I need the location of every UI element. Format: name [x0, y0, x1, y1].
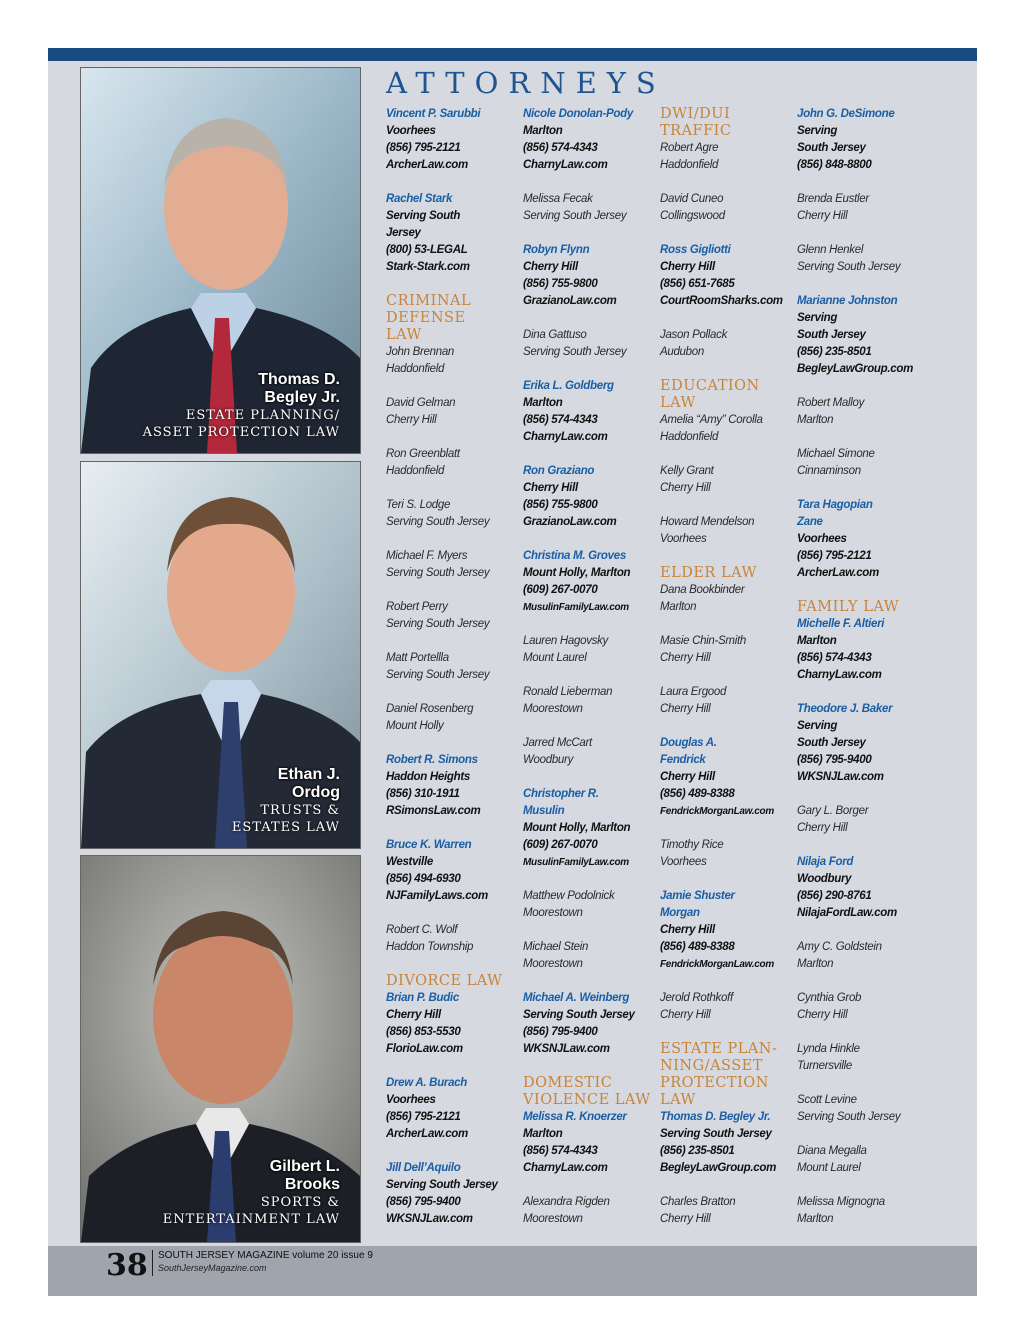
spacer [797, 1024, 929, 1041]
listing-line: Collingswood [660, 210, 725, 222]
category-heading: ESTATE PLAN- [660, 1041, 778, 1057]
category-heading: ELDER LAW [660, 565, 757, 581]
contact-line: Serving South Jersey [386, 1179, 498, 1191]
listing-line: Charles Bratton [660, 1196, 736, 1208]
photo-practice-area: SPORTS & ENTERTAINMENT LAW [162, 1195, 340, 1227]
contact-line: Jersey [386, 227, 421, 239]
listing-line: Serving South Jersey [523, 210, 627, 222]
contact-line: South Jersey [797, 737, 866, 749]
listing-line: Diana Megalla [797, 1145, 867, 1157]
contact-line: (856) 795-9400 [386, 1196, 461, 1208]
contact-line: CharnyLaw.com [797, 669, 882, 681]
category-heading: EDUCATION [660, 378, 760, 394]
contact-line: WKSNJLaw.com [797, 771, 884, 783]
spacer [523, 1177, 655, 1194]
listing-line: Haddonfield [386, 465, 445, 477]
spacer [660, 497, 792, 514]
category-heading: DIVORCE LAW [386, 973, 503, 989]
contact-line: (856) 795-9400 [797, 754, 872, 766]
listing-line: Masie Chin-Smith [660, 635, 746, 647]
section-title: ATTORNEYS [386, 66, 666, 100]
spacer [797, 174, 929, 191]
attorney-name: Jamie Shuster [660, 890, 735, 902]
contact-line: (609) 267-0070 [523, 584, 598, 596]
page-number: 38 [106, 1248, 148, 1283]
spacer [660, 820, 792, 837]
contact-line: (856) 795-2121 [386, 1111, 461, 1123]
top-color-bar [48, 48, 977, 61]
contact-line: Marlton [797, 635, 837, 647]
spacer [660, 616, 792, 633]
spacer [386, 633, 518, 650]
footer-publication: SOUTH JERSEY MAGAZINE volume 20 issue 9 [158, 1250, 373, 1261]
listing-line: Serving South Jersey [386, 669, 490, 681]
listing-line: Jerold Rothkoff [660, 992, 733, 1004]
spacer [660, 310, 792, 327]
attorney-name: Morgan [660, 907, 700, 919]
photo-thomas-begley [80, 67, 361, 454]
photo-person-name: Gilbert L. Brooks [269, 1158, 340, 1193]
contact-line: Marlton [523, 397, 563, 409]
contact-line: ArcherLaw.com [386, 159, 468, 171]
listing-line: Teri S. Lodge [386, 499, 451, 511]
contact-line: (856) 848-8800 [797, 159, 872, 171]
listing-line: Glenn Henkel [797, 244, 864, 256]
contact-line: Mount Holly, Marlton [523, 567, 631, 579]
listing-line: Marlton [797, 1213, 834, 1225]
contact-line: (856) 853-5530 [386, 1026, 461, 1038]
listing-line: Matthew Podolnick [523, 890, 615, 902]
spacer [386, 276, 518, 293]
contact-line: Marlton [523, 1128, 563, 1140]
contact-line: Serving South Jersey [660, 1128, 772, 1140]
listing-line: Mount Holly [386, 720, 444, 732]
listing-line: Moorestown [523, 907, 583, 919]
footer-divider [152, 1250, 153, 1276]
contact-line: Marlton [523, 125, 563, 137]
contact-line: (856) 235-8501 [660, 1145, 735, 1157]
attorney-name: Jill Dell’Aquilo [386, 1162, 461, 1174]
photo-ethan-ordog [80, 461, 361, 849]
listing-line: Moorestown [523, 1213, 583, 1225]
listing-line: Michael Simone [797, 448, 875, 460]
spacer [797, 1075, 929, 1092]
listing-line: Marlton [797, 414, 834, 426]
contact-line: (856) 755-9800 [523, 499, 598, 511]
listing-line: Moorestown [523, 958, 583, 970]
listing-line: Moorestown [523, 703, 583, 715]
attorney-name: Melissa R. Knoerzer [523, 1111, 627, 1123]
spacer [660, 446, 792, 463]
attorney-name: Michael A. Weinberg [523, 992, 630, 1004]
contact-line: (856) 795-2121 [386, 142, 461, 154]
photo-person-name: Thomas D. Begley Jr. [258, 371, 340, 406]
listing-line: Lynda Hinkle [797, 1043, 860, 1055]
contact-line: Cherry Hill [523, 482, 578, 494]
footer-website: SouthJerseyMagazine.com [158, 1263, 267, 1273]
contact-line: Cherry Hill [660, 261, 715, 273]
spacer [386, 1143, 518, 1160]
contact-line: (856) 795-2121 [797, 550, 872, 562]
spacer [386, 905, 518, 922]
listing-line: Robert Perry [386, 601, 448, 613]
contact-line: (856) 651-7685 [660, 278, 735, 290]
listing-line: Haddonfield [386, 363, 445, 375]
spacer [523, 174, 655, 191]
contact-line: (800) 53-LEGAL [386, 244, 468, 256]
listing-line: Alexandra Rigden [523, 1196, 610, 1208]
contact-line: BegleyLawGroup.com [660, 1162, 777, 1174]
category-heading: FAMILY LAW [797, 599, 900, 615]
listing-line: Serving South Jersey [386, 567, 490, 579]
attorney-name: Fendrick [660, 754, 706, 766]
listing-line: Michael Stein [523, 941, 589, 953]
photo-caption [163, 1158, 340, 1228]
listing-line: Serving South Jersey [797, 1111, 901, 1123]
contact-line: Cherry Hill [660, 924, 715, 936]
spacer [386, 429, 518, 446]
spacer [386, 582, 518, 599]
attorney-name: Michelle F. Altieri [797, 618, 885, 630]
listing-line: Cherry Hill [660, 482, 711, 494]
spacer [523, 616, 655, 633]
attorney-name: Vincent P. Sarubbi [386, 108, 481, 120]
listing-line: Cherry Hill [797, 822, 848, 834]
contact-line: Stark-Stark.com [386, 261, 470, 273]
contact-line: NJFamilyLaws.com [386, 890, 488, 902]
listing-line: Cherry Hill [797, 210, 848, 222]
spacer [797, 276, 929, 293]
listing-line: Cherry Hill [660, 1213, 711, 1225]
attorney-name: Bruce K. Warren [386, 839, 472, 851]
listing-line: Robert Malloy [797, 397, 865, 409]
spacer [523, 446, 655, 463]
attorney-name: Nicole Donolan-Pody [523, 108, 633, 120]
contact-line: Voorhees [386, 125, 436, 137]
listing-line: Cherry Hill [797, 1009, 848, 1021]
listing-column-2 [523, 106, 655, 1228]
attorney-name: Ron Graziano [523, 465, 595, 477]
listing-column-3 [660, 106, 792, 1228]
attorney-name: Musulin [523, 805, 565, 817]
spacer [523, 667, 655, 684]
category-heading: CRIMINAL [386, 293, 472, 309]
contact-line: Westville [386, 856, 433, 868]
spacer [660, 361, 792, 378]
listing-line: Scott Levine [797, 1094, 857, 1106]
contact-line: (856) 755-9800 [523, 278, 598, 290]
spacer [660, 973, 792, 990]
listing-line: Turnersville [797, 1060, 852, 1072]
listing-line: Dana Bookbinder [660, 584, 745, 596]
contact-line: Serving [797, 125, 838, 137]
listing-line: Howard Mendelson [660, 516, 755, 528]
category-heading: NING/ASSET [660, 1058, 763, 1074]
category-heading: VIOLENCE LAW [523, 1092, 651, 1108]
attorney-name: Marianne Johnston [797, 295, 898, 307]
attorney-name: Robert R. Simons [386, 754, 478, 766]
spacer [523, 1058, 655, 1075]
contact-line: (856) 290-8761 [797, 890, 872, 902]
contact-line: MusulinFamilyLaw.com [523, 857, 629, 868]
category-heading: PROTECTION [660, 1075, 769, 1091]
contact-line: GrazianoLaw.com [523, 295, 617, 307]
attorney-name: Erika L. Goldberg [523, 380, 614, 392]
listing-line: Laura Ergood [660, 686, 727, 698]
contact-line: (856) 574-4343 [523, 1145, 598, 1157]
spacer [797, 378, 929, 395]
category-heading: TRAFFIC [660, 123, 732, 139]
spacer [386, 820, 518, 837]
spacer [523, 922, 655, 939]
spacer [386, 174, 518, 191]
contact-line: BegleyLawGroup.com [797, 363, 914, 375]
contact-line: WKSNJLaw.com [386, 1213, 473, 1225]
contact-line: Woodbury [797, 873, 852, 885]
category-heading: DEFENSE [386, 310, 466, 326]
spacer [797, 225, 929, 242]
spacer [797, 582, 929, 599]
spacer [797, 973, 929, 990]
contact-line: WKSNJLaw.com [523, 1043, 610, 1055]
spacer [386, 956, 518, 973]
contact-line: Serving [797, 720, 838, 732]
contact-line: CharnyLaw.com [523, 159, 608, 171]
contact-line: CharnyLaw.com [523, 431, 608, 443]
contact-line: Serving South Jersey [523, 1009, 635, 1021]
listing-line: Melissa Fecak [523, 193, 593, 205]
listing-line: Haddon Township [386, 941, 474, 953]
spacer [523, 718, 655, 735]
listing-line: Brenda Eustler [797, 193, 869, 205]
spacer [660, 1177, 792, 1194]
spacer [660, 871, 792, 888]
contact-line: CharnyLaw.com [523, 1162, 608, 1174]
listing-line: Timothy Rice [660, 839, 724, 851]
listing-line: Kelly Grant [660, 465, 714, 477]
listing-line: Jason Pollack [660, 329, 728, 341]
spacer [523, 871, 655, 888]
contact-line: (856) 489-8388 [660, 788, 735, 800]
contact-line: FlorioLaw.com [386, 1043, 463, 1055]
contact-line: ArcherLaw.com [386, 1128, 468, 1140]
contact-line: South Jersey [797, 142, 866, 154]
spacer [523, 361, 655, 378]
contact-line: (609) 267-0070 [523, 839, 598, 851]
listing-line: Matt Portellla [386, 652, 449, 664]
listing-column-4 [797, 106, 929, 1228]
category-heading: LAW [660, 1092, 696, 1108]
listing-line: Serving South Jersey [386, 618, 490, 630]
photo-caption [232, 766, 340, 836]
listing-line: Cherry Hill [386, 414, 437, 426]
listing-line: Daniel Rosenberg [386, 703, 474, 715]
listing-line: Haddonfield [660, 159, 719, 171]
attorney-name: Christina M. Groves [523, 550, 626, 562]
contact-line: (856) 795-9400 [523, 1026, 598, 1038]
contact-line: (856) 494-6930 [386, 873, 461, 885]
listing-column-1 [386, 106, 518, 1228]
contact-line: Serving [797, 312, 838, 324]
listing-line: Mount Laurel [523, 652, 587, 664]
category-heading: DWI/DUI [660, 106, 731, 122]
attorney-name: Thomas D. Begley Jr. [660, 1111, 771, 1123]
listing-line: Cherry Hill [660, 652, 711, 664]
listing-line: David Cuneo [660, 193, 724, 205]
attorney-name: Drew A. Burach [386, 1077, 468, 1089]
listing-line: Amelia “Amy” Corolla [660, 414, 763, 426]
contact-line: (856) 574-4343 [797, 652, 872, 664]
listing-line: Voorhees [660, 856, 707, 868]
listing-line: Gary L. Borger [797, 805, 869, 817]
spacer [797, 429, 929, 446]
contact-line: MusulinFamilyLaw.com [523, 602, 629, 613]
photo-gilbert-brooks [80, 855, 361, 1243]
category-heading: LAW [386, 327, 422, 343]
category-heading: DOMESTIC [523, 1075, 613, 1091]
listing-line: Robert Agre [660, 142, 719, 154]
listing-line: Haddonfield [660, 431, 719, 443]
contact-line: FendrickMorganLaw.com [660, 959, 774, 970]
photo-practice-area: ESTATE PLANNING/ ASSET PROTECTION LAW [142, 408, 340, 440]
attorney-name: Robyn Flynn [523, 244, 590, 256]
listing-line: Mount Laurel [797, 1162, 861, 1174]
attorney-name: Brian P. Budic [386, 992, 459, 1004]
contact-line: Haddon Heights [386, 771, 470, 783]
contact-line: Voorhees [386, 1094, 436, 1106]
spacer [523, 973, 655, 990]
attorney-name: John G. DeSimone [797, 108, 895, 120]
category-heading: LAW [660, 395, 696, 411]
spacer [523, 769, 655, 786]
contact-line: Cherry Hill [386, 1009, 441, 1021]
listing-line: Amy C. Goldstein [797, 941, 882, 953]
listing-line: Ron Greenblatt [386, 448, 460, 460]
spacer [386, 531, 518, 548]
spacer [660, 718, 792, 735]
contact-line: (856) 235-8501 [797, 346, 872, 358]
spacer [523, 225, 655, 242]
attorney-name: Zane [797, 516, 823, 528]
listing-line: Dina Gattuso [523, 329, 587, 341]
contact-line: FendrickMorganLaw.com [660, 806, 774, 817]
contact-line: Cherry Hill [523, 261, 578, 273]
listing-line: Serving South Jersey [386, 516, 490, 528]
listing-line: Michael F. Myers [386, 550, 468, 562]
contact-line: (856) 489-8388 [660, 941, 735, 953]
attorney-name: Rachel Stark [386, 193, 453, 205]
attorney-name: Ross Gigliotti [660, 244, 731, 256]
photo-person-name: Ethan J. Ordog [277, 766, 340, 801]
attorney-name: Tara Hagopian [797, 499, 873, 511]
listing-line: Woodbury [523, 754, 574, 766]
listing-line: Cherry Hill [660, 1009, 711, 1021]
listing-line: John Brennan [386, 346, 455, 358]
spacer [386, 1058, 518, 1075]
attorney-name: Douglas A. [660, 737, 717, 749]
listing-line: Cherry Hill [660, 703, 711, 715]
spacer [386, 480, 518, 497]
spacer [523, 531, 655, 548]
spacer [797, 922, 929, 939]
listing-line: Voorhees [660, 533, 707, 545]
spacer [386, 378, 518, 395]
contact-line: (856) 574-4343 [523, 414, 598, 426]
spacer [523, 310, 655, 327]
listing-line: David Gelman [386, 397, 456, 409]
spacer [797, 837, 929, 854]
spacer [386, 735, 518, 752]
listing-line: Marlton [797, 958, 834, 970]
listing-line: Cinnaminson [797, 465, 861, 477]
listing-line: Serving South Jersey [797, 261, 901, 273]
contact-line: Voorhees [797, 533, 847, 545]
contact-line: Mount Holly, Marlton [523, 822, 631, 834]
spacer [660, 548, 792, 565]
spacer [797, 786, 929, 803]
listing-line: Audubon [660, 346, 704, 358]
spacer [660, 225, 792, 242]
listing-line: Cynthia Grob [797, 992, 862, 1004]
spacer [797, 1126, 929, 1143]
contact-line: CourtRoomSharks.com [660, 295, 783, 307]
listing-line: Lauren Hagovsky [523, 635, 608, 647]
listing-line: Marlton [660, 601, 697, 613]
listing-line: Robert C. Wolf [386, 924, 458, 936]
photo-caption [143, 371, 340, 441]
attorney-name: Theodore J. Baker [797, 703, 893, 715]
listing-line: Melissa Mignogna [797, 1196, 885, 1208]
contact-line: Serving South [386, 210, 461, 222]
contact-line: RSimonsLaw.com [386, 805, 481, 817]
spacer [660, 667, 792, 684]
attorney-name: Nilaja Ford [797, 856, 854, 868]
spacer [797, 480, 929, 497]
spacer [797, 1177, 929, 1194]
listing-line: Ronald Lieberman [523, 686, 613, 698]
photo-practice-area: TRUSTS & ESTATES LAW [231, 803, 340, 835]
contact-line: (856) 310-1911 [386, 788, 460, 800]
spacer [660, 174, 792, 191]
contact-line: South Jersey [797, 329, 866, 341]
contact-line: (856) 574-4343 [523, 142, 598, 154]
listing-line: Jarred McCart [523, 737, 592, 749]
spacer [386, 684, 518, 701]
listing-line: Serving South Jersey [523, 346, 627, 358]
contact-line: Cherry Hill [660, 771, 715, 783]
spacer [660, 1024, 792, 1041]
contact-line: NilajaFordLaw.com [797, 907, 897, 919]
contact-line: ArcherLaw.com [797, 567, 879, 579]
spacer [797, 684, 929, 701]
attorney-name: Christopher R. [523, 788, 599, 800]
contact-line: GrazianoLaw.com [523, 516, 617, 528]
